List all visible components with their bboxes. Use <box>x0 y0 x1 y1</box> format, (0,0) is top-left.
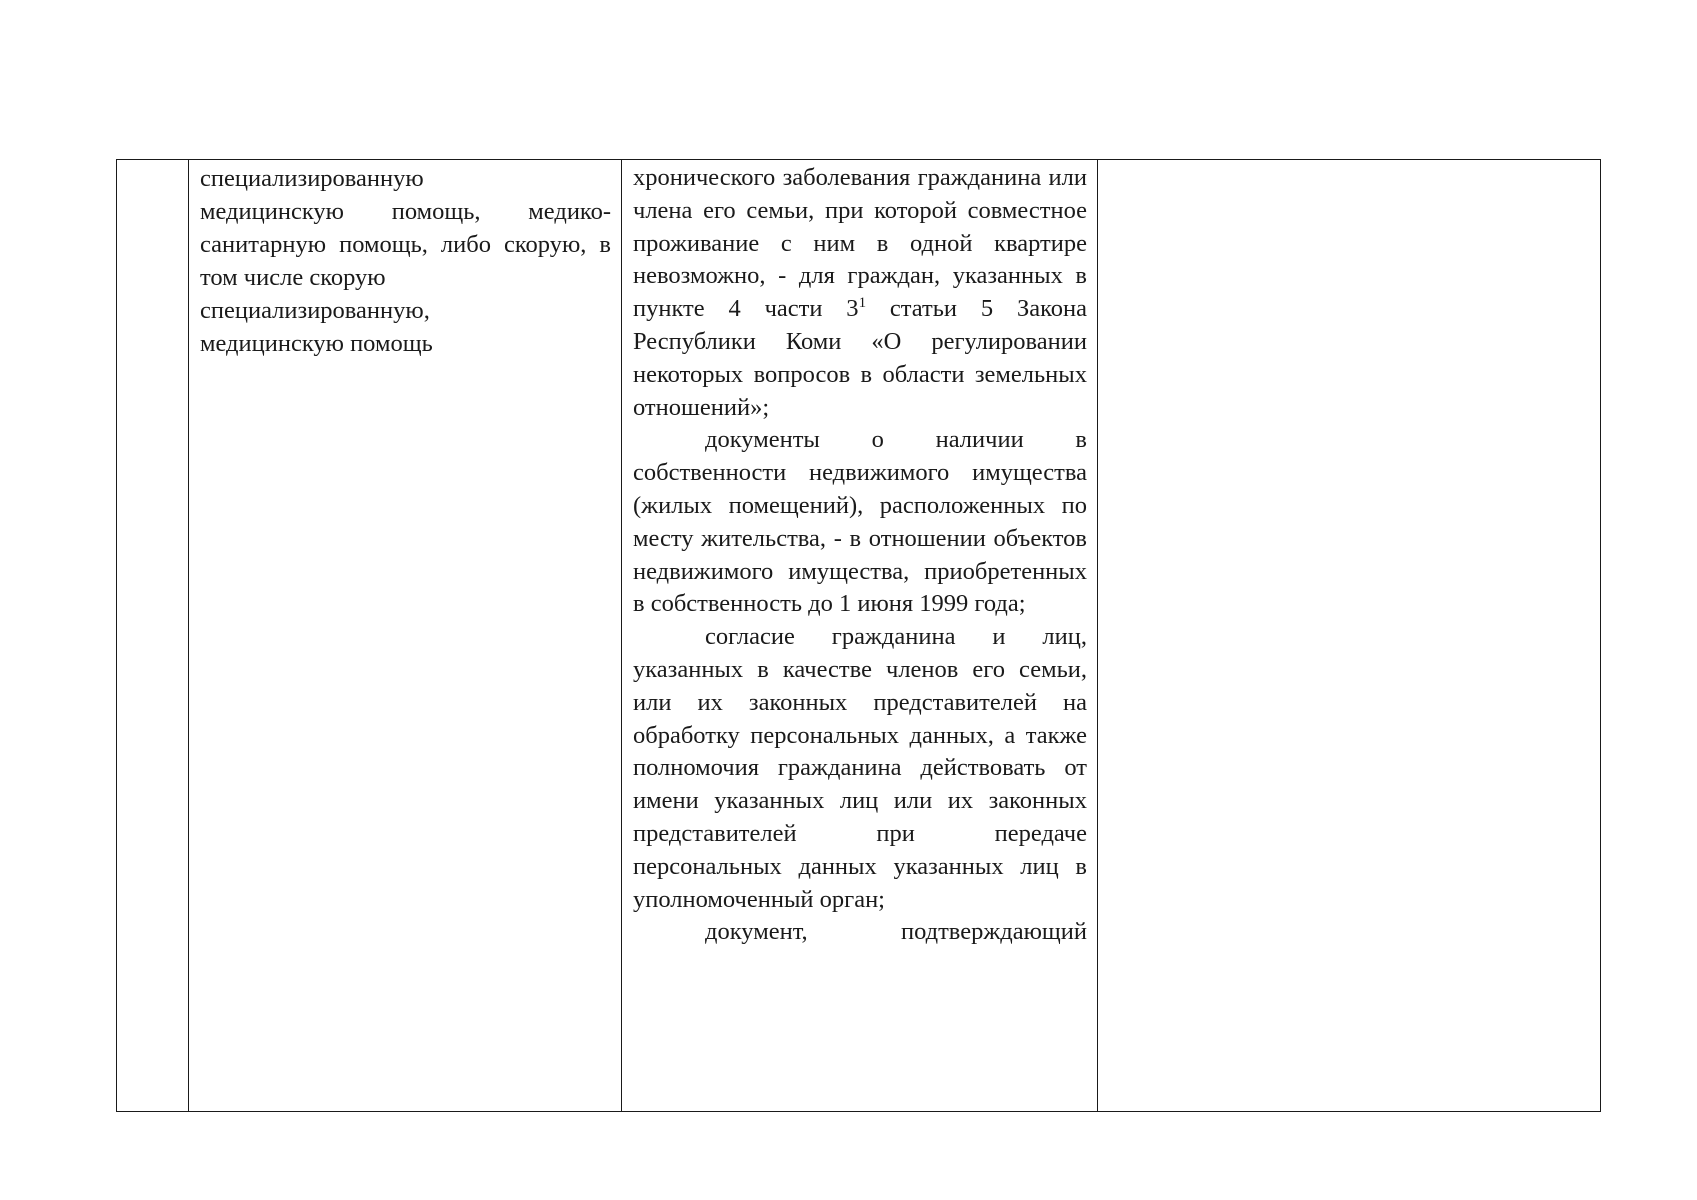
table-cell-empty <box>1098 160 1601 1112</box>
table-cell-documents <box>622 160 1098 1112</box>
documents-paragraph-2: документы о наличии в собственности недвижимого имущества (жилых помещений), расположенных по месту жительства, - в отношении объектов недвижимого имущества, приобретенных в собственность до 1 июня 1999 года; <box>633 426 1087 618</box>
table-cell-condition <box>189 160 622 1112</box>
table-cell-number <box>117 160 189 1112</box>
condition-line-1: специализированную <box>200 165 424 192</box>
document-table <box>116 159 1601 1112</box>
documents-paragraph-3: согласие гражданина и лиц, указанных в качестве членов его семьи, или их законных представителей на обработку персональных данных, а также полномочия гражданина действовать от имени указанных лиц или их законных представителей при передаче персональных данных указанных лиц в уполномоченный орган; <box>633 623 1087 913</box>
condition-text: медицинскую помощь, медико-санитарную помощь, либо скорую, в том числе скорую <box>200 198 611 291</box>
condition-line-b: медицинскую помощь <box>200 330 433 357</box>
table-row <box>117 160 1601 1112</box>
documents-paragraph-1: хронического заболевания гражданина или члена его семьи, при которой совместное проживание с ним в одной квартире невозможно, - для граждан, указанных в пункте 4 части $3^1$ статьи 5 Закона Республики Коми «О регулировании некоторых вопросов в области земельных отношений»; <box>633 164 1087 421</box>
documents-paragraph-4: документ, подтверждающий <box>705 918 1087 946</box>
superscript: 1 <box>858 295 867 312</box>
condition-line-a: специализированную, <box>200 297 430 324</box>
